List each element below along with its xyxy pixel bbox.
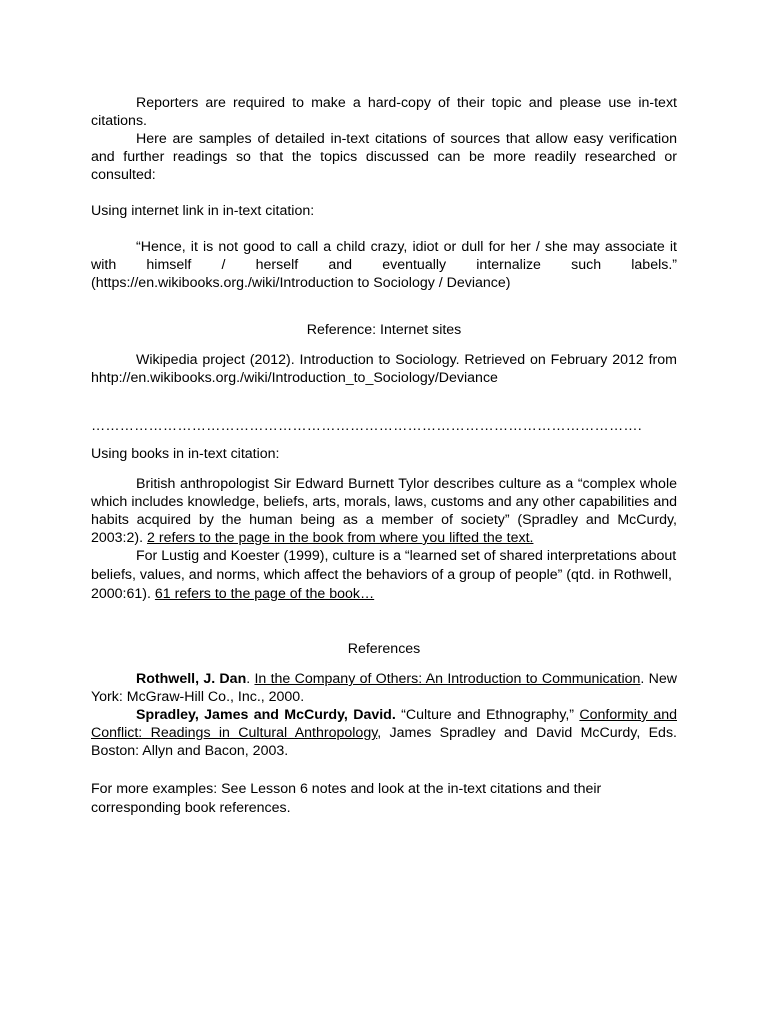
reference-publisher-2: , James Spradley and David McCurdy, Eds. Boston: Allyn and Bacon, 2003. [91,725,677,759]
page-reference-note: 2 refers to the page in the book from where you lifted the text. [147,530,534,546]
document-page [91,94,677,818]
footer-note: For more examples: See Lesson 6 notes and look at the in-text citations and their corresponding book references. [91,781,602,816]
books-citation-heading: Using books in in-text citation: [91,446,280,462]
books-paragraph-2-text: For Lustig and Koester (1999), culture is a “learned set of shared interpretations about beliefs, values, and norms, which affect the behaviors of a group of people” (qtd. in Rothwell, 2000:61). [91,548,677,602]
books-paragraph-1-text: British anthropologist Sir Edward Burnett Tylor describes culture as a “complex whole which includes knowledge, beliefs, arts, morals, laws, customs and any other capabilities and habits acquired by the human being as a member of society” (Spradley and McCurdy, 2003:2). [91,476,677,546]
internet-quote-paragraph: “Hence, it is not good to call a child crazy, idiot or dull for her / she may associate it with himself / herself and eventually internalize such labels.” (https://en.wikibooks.org./wiki/Introduction to Sociology / Deviance) [91,239,677,291]
books-paragraph-2 [91,547,677,604]
reference-chapter: “Culture and Ethnography,” [395,707,580,723]
reference-entry-rothwell [91,670,677,706]
reference-author-2: Spradley, James and McCurdy, David. [136,707,396,723]
references-heading: References [347,641,421,657]
section-divider: ……………………………………………………………………………………………………. [91,418,642,434]
reference-separator: . [246,671,255,687]
reference-book-title-2: Conformity and Conflict: Readings in Cultural Anthropology [91,707,678,741]
internet-reference-heading: Reference: Internet sites [306,322,462,338]
intro-paragraph-1: Reporters are required to make a hard-copy of their topic and please use in-text citations. [91,95,677,129]
internet-reference-entry: Wikipedia project (2012). Introduction to Sociology. Retrieved on February 2012 from hhtp://en.wikibooks.org./wiki/Introduction_to_Sociology/Deviance [91,352,677,386]
intro-paragraph-2: Here are samples of detailed in-text citations of sources that allow easy verification and further readings so that the topics discussed can be more readily researched or consulted: [91,131,677,183]
page-reference-note-2: 61 refers to the page of the book… [154,586,375,602]
reference-entry-spradley [91,706,677,760]
reference-author: Rothwell, J. Dan [136,671,247,687]
reference-publisher: . New York: McGraw-Hill Co., Inc., 2000. [91,671,678,705]
books-paragraph-1 [91,475,677,547]
reference-book-title: In the Company of Others: An Introduction to Communication [254,671,641,687]
internet-citation-heading: Using internet link in in-text citation: [91,203,315,219]
